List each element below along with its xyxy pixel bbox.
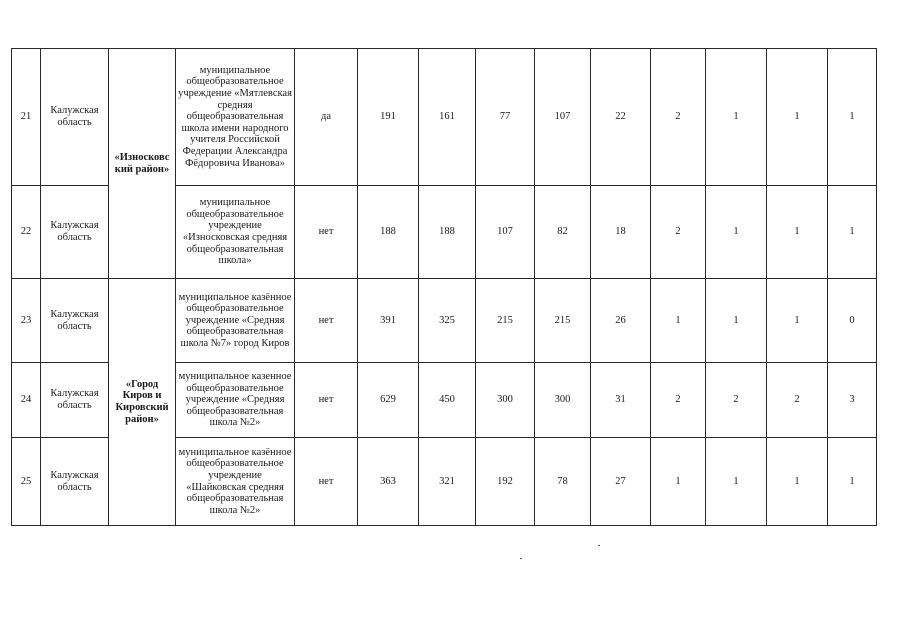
school-cell: муниципальное общеобразовательное учреждение «Мятлевская средняя общеобразовательная школа имени народного учителя Российской Федерации Александра Фёдоровича Иванова» [176,49,295,186]
value-cell: 107 [476,186,535,279]
table-row [12,279,877,363]
value-cell: 321 [419,438,476,526]
value-cell: да [295,49,358,186]
region-cell: Калужская область [41,438,109,526]
value-cell: 1 [828,49,877,186]
value-cell: 1 [651,279,706,363]
value-cell: 2 [651,186,706,279]
value-cell: 2 [651,363,706,438]
value-cell: нет [295,363,358,438]
region-cell: Калужская область [41,186,109,279]
value-cell: 1 [828,186,877,279]
value-cell: 22 [591,49,651,186]
value-cell: 1 [706,49,767,186]
value-cell: 3 [828,363,877,438]
value-cell: 363 [358,438,419,526]
value-cell: 77 [476,49,535,186]
row-number: 21 [12,49,41,186]
value-cell: 1 [767,438,828,526]
value-cell: 215 [535,279,591,363]
value-cell: 31 [591,363,651,438]
row-number: 23 [12,279,41,363]
value-cell: 629 [358,363,419,438]
region-cell: Калужская область [41,279,109,363]
value-cell: 1 [767,186,828,279]
value-cell: 300 [535,363,591,438]
value-cell: 1 [706,438,767,526]
value-cell: 1 [767,279,828,363]
value-cell: 300 [476,363,535,438]
district-cell: «Город Киров и Кировский район» [109,279,176,526]
value-cell: 450 [419,363,476,438]
schools-table [11,48,877,526]
value-cell: 188 [358,186,419,279]
value-cell: 82 [535,186,591,279]
school-cell: муниципальное казенное общеобразовательное учреждение «Средняя общеобразовательная школа №2» [176,363,295,438]
value-cell: 2 [706,363,767,438]
scan-speck [520,558,522,559]
value-cell: 2 [767,363,828,438]
value-cell: 18 [591,186,651,279]
district-cell: «Износковс кий район» [109,49,176,279]
row-number: 25 [12,438,41,526]
value-cell: 107 [535,49,591,186]
value-cell: 215 [476,279,535,363]
row-number: 22 [12,186,41,279]
value-cell: нет [295,438,358,526]
value-cell: нет [295,186,358,279]
value-cell: 26 [591,279,651,363]
value-cell: 1 [706,186,767,279]
value-cell: 191 [358,49,419,186]
value-cell: 391 [358,279,419,363]
region-cell: Калужская область [41,363,109,438]
value-cell: 1 [828,438,877,526]
school-cell: муниципальное казённое общеобразовательное учреждение «Средняя общеобразовательная школа №7» город Киров [176,279,295,363]
value-cell: 1 [767,49,828,186]
table-row [12,49,877,186]
region-cell: Калужская область [41,49,109,186]
value-cell: 2 [651,49,706,186]
value-cell: 161 [419,49,476,186]
value-cell: 78 [535,438,591,526]
school-cell: муниципальное казённое общеобразовательное учреждение «Шайковская средняя общеобразовательная школа №2» [176,438,295,526]
value-cell: 1 [706,279,767,363]
value-cell: нет [295,279,358,363]
school-cell: муниципальное общеобразовательное учреждение «Износковская средняя общеобразовательная школа» [176,186,295,279]
value-cell: 0 [828,279,877,363]
value-cell: 188 [419,186,476,279]
value-cell: 1 [651,438,706,526]
value-cell: 192 [476,438,535,526]
scan-speck [598,545,600,546]
row-number: 24 [12,363,41,438]
value-cell: 27 [591,438,651,526]
value-cell: 325 [419,279,476,363]
